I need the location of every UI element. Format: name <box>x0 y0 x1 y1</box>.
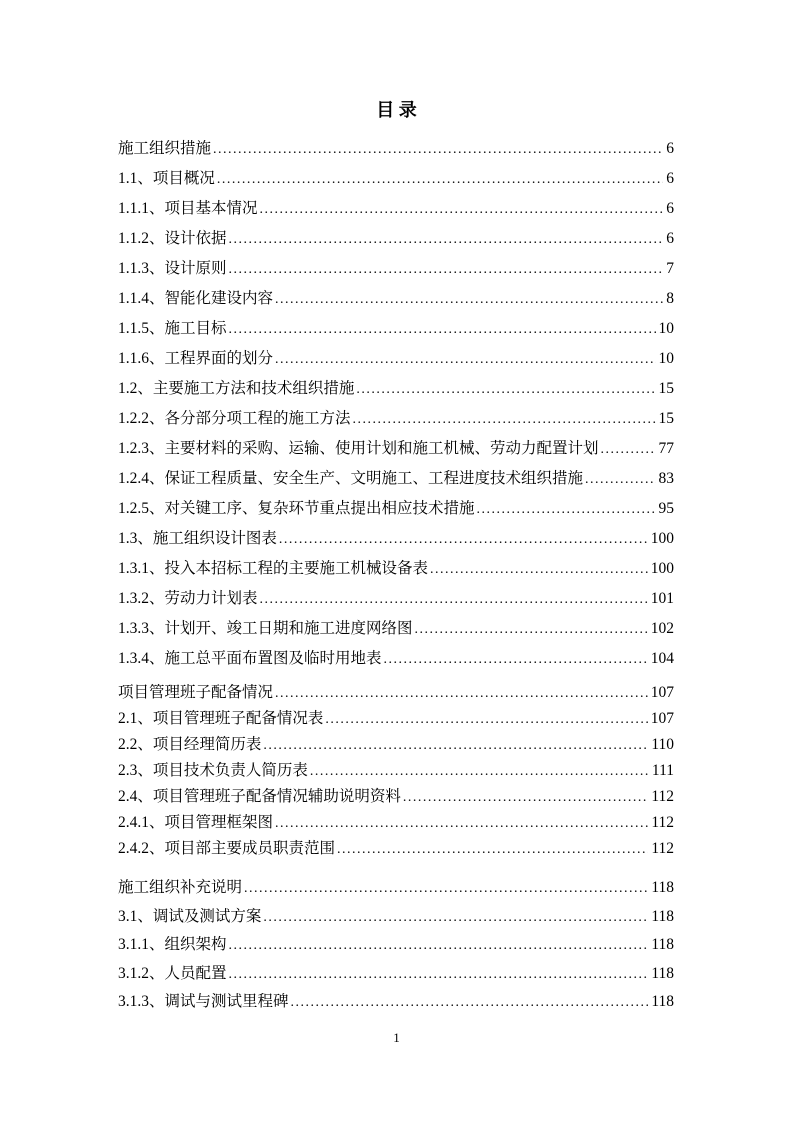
toc-entry-label: 1.1.5、施工目标 <box>118 320 227 337</box>
toc-entry[interactable] <box>118 554 674 584</box>
toc-entry-page: 77 <box>658 440 674 457</box>
toc-entry[interactable] <box>118 254 674 284</box>
toc-entry[interactable] <box>118 314 674 344</box>
toc-entry-page: 100 <box>650 560 674 577</box>
toc-leader <box>229 225 664 255</box>
toc-leader <box>291 989 649 1018</box>
toc-entry-label: 2.4.2、项目部主要成员职责范围 <box>118 840 336 857</box>
toc-entry-page: 118 <box>651 907 674 925</box>
toc-entry-page: 110 <box>651 736 674 753</box>
toc-entry[interactable] <box>118 404 674 434</box>
toc-leader <box>229 255 664 285</box>
toc-entry-label: 2.4、项目管理班子配备情况辅助说明资料 <box>118 788 401 805</box>
toc-entry-label: 1.2.5、对关键工序、复杂环节重点提出相应技术措施 <box>118 500 475 517</box>
toc-entry-page: 8 <box>666 290 674 307</box>
toc-entry-page: 10 <box>658 320 674 337</box>
toc-entry-label: 1.1.1、项目基本情况 <box>118 200 258 217</box>
toc-entry-page: 10 <box>658 350 674 367</box>
toc-entry-label: 1.3、施工组织设计图表 <box>118 530 277 547</box>
toc-entry[interactable] <box>118 344 674 374</box>
toc-entry-page: 6 <box>666 140 674 157</box>
toc-leader <box>213 135 663 165</box>
toc-entry-page: 100 <box>650 530 674 547</box>
toc-entry[interactable] <box>118 706 674 732</box>
toc-entry[interactable] <box>118 584 674 614</box>
toc-entry-page: 101 <box>650 590 674 607</box>
toc-leader <box>263 904 648 933</box>
toc-entry[interactable] <box>118 524 674 554</box>
toc-entry[interactable] <box>118 836 674 862</box>
footer-page-number: 1 <box>393 1030 400 1045</box>
toc-entry[interactable] <box>118 784 674 810</box>
toc-section <box>118 680 674 862</box>
toc-leader <box>403 785 648 811</box>
toc-entry-label: 2.2、项目经理简历表 <box>118 736 262 753</box>
toc-leader <box>477 495 656 525</box>
toc-section <box>118 134 674 674</box>
toc-entry-page: 107 <box>650 684 674 701</box>
toc-entry-label: 1.2.3、主要材料的采购、运输、使用计划和施工机械、劳动力配置计划 <box>118 440 599 457</box>
toc-leader <box>260 195 664 225</box>
toc-entry[interactable] <box>118 931 674 960</box>
toc-leader <box>244 875 648 904</box>
toc-leader <box>229 961 649 990</box>
toc-entry[interactable] <box>118 680 674 706</box>
toc-entry-page: 15 <box>658 380 674 397</box>
toc-entry[interactable] <box>118 464 674 494</box>
toc-entry[interactable] <box>118 494 674 524</box>
toc <box>118 134 674 1017</box>
toc-leader <box>275 345 655 375</box>
toc-leader <box>601 435 656 465</box>
toc-leader <box>229 932 649 961</box>
toc-entry-page: 112 <box>651 788 674 805</box>
toc-entry-label: 1.3.3、计划开、竣工日期和施工进度网络图 <box>118 620 413 637</box>
toc-entry-page: 7 <box>666 260 674 277</box>
toc-entry-label: 3.1.2、人员配置 <box>118 964 227 982</box>
toc-entry-page: 83 <box>658 470 674 487</box>
toc-entry[interactable] <box>118 374 674 404</box>
toc-leader <box>260 585 648 615</box>
toc-entry-page: 118 <box>651 936 674 953</box>
toc-leader <box>325 707 647 733</box>
toc-entry[interactable] <box>118 960 674 989</box>
toc-leader <box>337 837 648 863</box>
toc-leader <box>384 645 648 675</box>
toc-entry-label: 2.3、项目技术负责人简历表 <box>118 762 308 779</box>
toc-entry[interactable] <box>118 134 674 164</box>
toc-entry[interactable] <box>118 988 674 1017</box>
toc-leader <box>279 525 648 555</box>
toc-entry-page: 118 <box>651 964 674 982</box>
toc-entry-label: 1.1.2、设计依据 <box>118 230 227 247</box>
toc-entry-label: 施工组织补充说明 <box>118 879 243 896</box>
toc-entry[interactable] <box>118 732 674 758</box>
toc-entry[interactable] <box>118 224 674 254</box>
toc-entry-page: 6 <box>666 230 674 247</box>
toc-leader <box>430 555 648 585</box>
toc-leader <box>356 375 655 405</box>
toc-entry-label: 3.1、调试及测试方案 <box>118 907 262 925</box>
toc-entry-page: 6 <box>666 170 674 187</box>
toc-entry[interactable] <box>118 164 674 194</box>
toc-title: 目 录 <box>376 100 417 120</box>
toc-section <box>118 874 674 1017</box>
toc-entry-label: 2.4.1、项目管理框架图 <box>118 814 274 831</box>
toc-leader <box>310 759 649 785</box>
toc-entry[interactable] <box>118 284 674 314</box>
toc-entry-label: 项目管理班子配备情况 <box>118 684 274 701</box>
toc-leader <box>263 733 648 759</box>
toc-entry[interactable] <box>118 874 674 903</box>
toc-entry-label: 1.1.6、工程界面的划分 <box>118 350 274 367</box>
toc-entry-page: 107 <box>650 710 674 727</box>
toc-entry[interactable] <box>118 644 674 674</box>
toc-entry[interactable] <box>118 758 674 784</box>
toc-entry-label: 2.1、项目管理班子配备情况表 <box>118 710 324 727</box>
toc-leader <box>275 811 648 837</box>
toc-entry-page: 118 <box>651 879 674 896</box>
toc-entry-label: 3.1.1、组织架构 <box>118 936 227 953</box>
toc-entry-page: 104 <box>650 650 674 667</box>
toc-entry-label: 1.2.4、保证工程质量、安全生产、文明施工、工程进度技术组织措施 <box>118 470 584 487</box>
toc-entry-label: 1.1.4、智能化建设内容 <box>118 290 274 307</box>
toc-entry-label: 施工组织措施 <box>118 140 212 157</box>
toc-entry-page: 102 <box>650 620 674 637</box>
toc-entry-label: 1.3.2、劳动力计划表 <box>118 590 258 607</box>
toc-entry-label: 3.1.3、调试与测试里程碑 <box>118 993 289 1010</box>
toc-entry[interactable] <box>118 810 674 836</box>
toc-entry-label: 1.2.2、各分部分项工程的施工方法 <box>118 410 351 427</box>
toc-entry-label: 1.3.4、施工总平面布置图及临时用地表 <box>118 650 382 667</box>
toc-entry-page: 112 <box>651 840 674 857</box>
toc-entry[interactable] <box>118 434 674 464</box>
toc-entry-label: 1.3.1、投入本招标工程的主要施工机械设备表 <box>118 560 429 577</box>
toc-entry-label: 1.2、主要施工方法和技术组织措施 <box>118 380 355 397</box>
toc-leader <box>585 465 655 495</box>
toc-entry[interactable] <box>118 903 674 932</box>
toc-entry-page: 95 <box>658 500 674 517</box>
toc-leader <box>275 285 663 315</box>
toc-entry-page: 6 <box>666 200 674 217</box>
toc-leader <box>415 615 648 645</box>
toc-entry-label: 1.1.3、设计原则 <box>118 260 227 277</box>
toc-leader <box>275 681 648 707</box>
toc-entry-page: 111 <box>651 762 674 779</box>
toc-entry[interactable] <box>118 194 674 224</box>
toc-entry-page: 118 <box>651 993 674 1010</box>
toc-entry-page: 15 <box>658 410 674 427</box>
toc-entry-page: 112 <box>651 814 674 831</box>
toc-leader <box>217 165 663 195</box>
toc-leader <box>229 315 656 345</box>
toc-entry-label: 1.1、项目概况 <box>118 170 215 187</box>
toc-entry[interactable] <box>118 614 674 644</box>
toc-leader <box>353 405 656 435</box>
